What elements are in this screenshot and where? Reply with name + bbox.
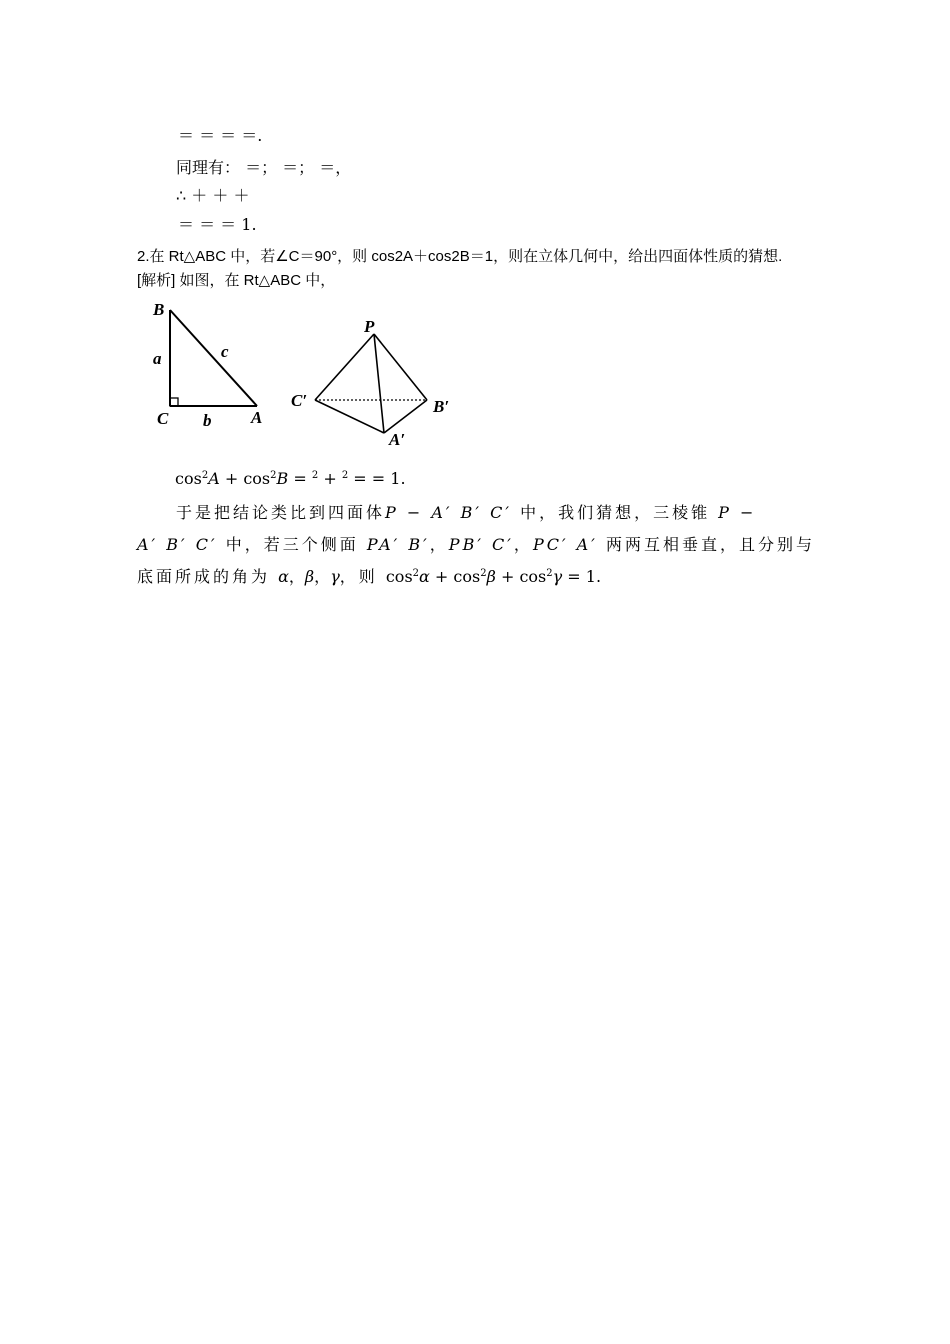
cos-formula: $\cos^2A + \cos^2B = ^2 + ^2$ = = 1. bbox=[175, 469, 406, 488]
label-A: A bbox=[251, 408, 263, 427]
label-A-prime: A′ bbox=[389, 430, 406, 449]
label-C-prime: C′ bbox=[291, 391, 308, 410]
edge-PA bbox=[374, 334, 384, 433]
line-1: ＝ ＝ ＝ ＝. bbox=[178, 126, 263, 145]
label-b: b bbox=[203, 411, 212, 430]
edge-AB bbox=[384, 400, 427, 433]
label-P: P bbox=[364, 317, 375, 336]
paragraph-line-2: A′ B′ C′ 中，若三个侧面 PA′ B′，PB′ C′，PC′ A′ 两两互相垂直，且分别与 bbox=[137, 535, 815, 554]
edge-PB bbox=[374, 334, 427, 400]
edge-PC bbox=[315, 334, 374, 400]
label-B-prime: B′ bbox=[433, 397, 450, 416]
label-a: a bbox=[153, 349, 162, 368]
paragraph-line-1: 于是把结论类比到四面体P − A′ B′ C′ 中，我们猜想，三棱锥 P − bbox=[176, 503, 757, 522]
paragraph-line-3: 底面所成的角为 α，β，γ，则 $\cos^2\alpha + \cos^2\beta + \cos^2\gamma = 1$. bbox=[137, 567, 602, 586]
line-2: 同理有： ＝； ＝； ＝， bbox=[176, 158, 352, 177]
label-C: C bbox=[157, 409, 169, 428]
label-c: c bbox=[221, 342, 229, 361]
side-c bbox=[170, 310, 257, 406]
line-3: ∴ ＋ ＋ ＋ bbox=[176, 186, 250, 205]
line-4: ＝ ＝ ＝ 1. bbox=[178, 215, 257, 234]
label-B: B bbox=[153, 300, 165, 319]
right-triangle-figure bbox=[150, 298, 280, 430]
problem-statement: 2.在 Rt△ABC 中，若∠C＝90°，则 cos2A＋cos2B＝1，则在立体几何中，给出四面体性质的猜想. bbox=[137, 248, 783, 265]
edge-CA bbox=[315, 400, 384, 433]
tetrahedron-figure bbox=[288, 312, 458, 450]
analysis-label: [解析] 如图，在 Rt△ABC 中， bbox=[137, 272, 336, 289]
right-angle-mark bbox=[170, 398, 178, 406]
